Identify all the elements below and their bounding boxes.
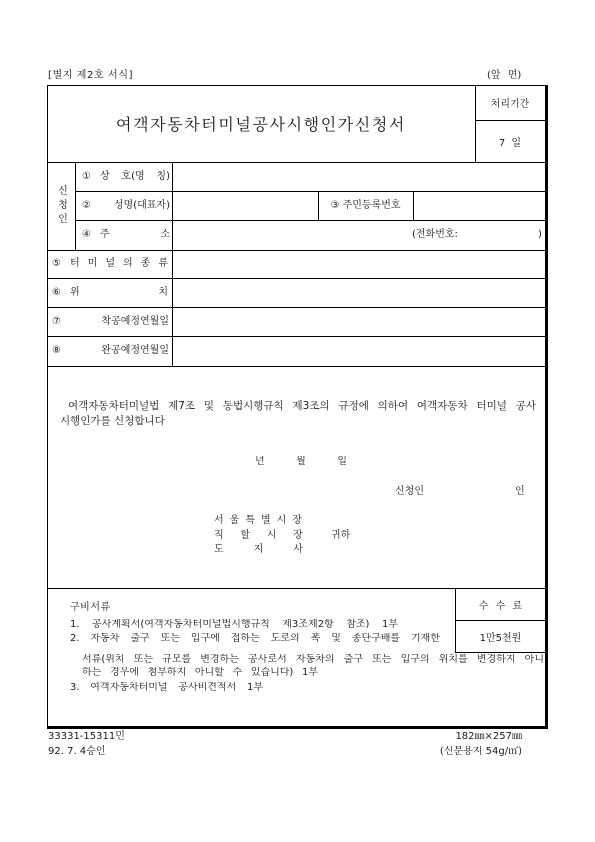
page-side-label: (앞 면)	[487, 70, 522, 81]
required-documents-heading: 구비서류	[70, 602, 111, 613]
start-date-number: ⑦	[52, 316, 61, 327]
processing-period-label: 처리기간	[490, 99, 530, 110]
statement-line-2: 시행인가를 신청합니다	[60, 415, 165, 427]
start-date-label: 착공예정연월일	[101, 316, 169, 327]
processing-period-value: 7 일	[498, 137, 522, 149]
completion-date-number: ⑧	[52, 345, 61, 356]
form-code: 33331-15311민	[48, 731, 125, 742]
resident-number-field	[414, 192, 545, 220]
addressee-seoul-mayor: 서울특별시장	[214, 515, 308, 526]
row-divider	[47, 366, 545, 367]
company-name-field	[173, 163, 545, 191]
resident-number-label: ③ 주민등록번호	[330, 200, 401, 211]
form-number-label: [별지 제2호 서식]	[48, 70, 134, 81]
paper-size: 182㎜×257㎜	[455, 731, 522, 742]
required-document-item-continued: 서류(위치 또는 규모를 변경하는 공사로서 자동차의 출구 또는 입구의 위치를 변경하지 아니	[82, 654, 544, 665]
applicant-section-label: 신청인	[55, 185, 67, 227]
date-line: 년 월 일	[255, 456, 347, 467]
address-label: 주 소	[100, 229, 170, 240]
phone-label: (전화번호:	[412, 229, 458, 240]
applicant-column-divider	[75, 162, 76, 250]
representative-label: 성명(대표자)	[113, 200, 170, 211]
completion-date-label: 완공예정연월일	[101, 345, 169, 356]
representative-field	[173, 192, 318, 220]
location-label: 위 치	[70, 287, 168, 298]
applicant-section	[47, 162, 75, 250]
signature-label: 신청인	[395, 486, 424, 497]
fee-label: 수 수 료	[478, 600, 523, 612]
addressee-honorific: 귀하	[331, 530, 351, 541]
statement-line-1: 여객자동차터미널법 제7조 및 동법시행규칙 제3조의 규정에 의하여 여객자동차 터미널 공사	[68, 400, 536, 412]
required-document-item: 2. 자동차 출구 또는 입구에 접하는 도로의 폭 및 종단구배를 기재한	[70, 633, 440, 644]
address-field	[173, 221, 408, 250]
signature-seal: 인	[515, 486, 525, 497]
phone-close-paren: )	[538, 229, 542, 240]
address-number: ④	[82, 229, 91, 240]
company-name-number: ①	[82, 171, 91, 182]
approval-date: 92. 7. 4승인	[48, 746, 106, 757]
location-number: ⑥	[52, 287, 61, 298]
terminal-type-number: ⑤	[52, 258, 61, 269]
company-name-label: 상 호(명 칭)	[100, 171, 170, 182]
addressee-city-mayor: 직할시장	[214, 530, 320, 541]
addressee-governor: 도지사	[214, 544, 333, 555]
fee-box-divider	[455, 652, 545, 653]
paper-type: (신문용지 54g/㎡)	[439, 746, 522, 757]
representative-number: ②	[82, 200, 91, 211]
terminal-type-label: 터 미 널 의 종 류	[70, 258, 168, 269]
required-document-item-continued: 하는 경우에 첨부하지 아니할 수 있습니다) 1부	[82, 667, 318, 678]
form-title: 여객자동차터미널공사시행인가신청서	[116, 115, 406, 134]
fee-value: 1만5천원	[479, 632, 522, 644]
required-document-item: 1. 공사계획서(여객자동차터미널법시행규칙 제3조제2항 참조) 1부	[70, 619, 398, 630]
required-document-item: 3. 여객자동차터미널 공사비견적서 1부	[70, 682, 263, 693]
